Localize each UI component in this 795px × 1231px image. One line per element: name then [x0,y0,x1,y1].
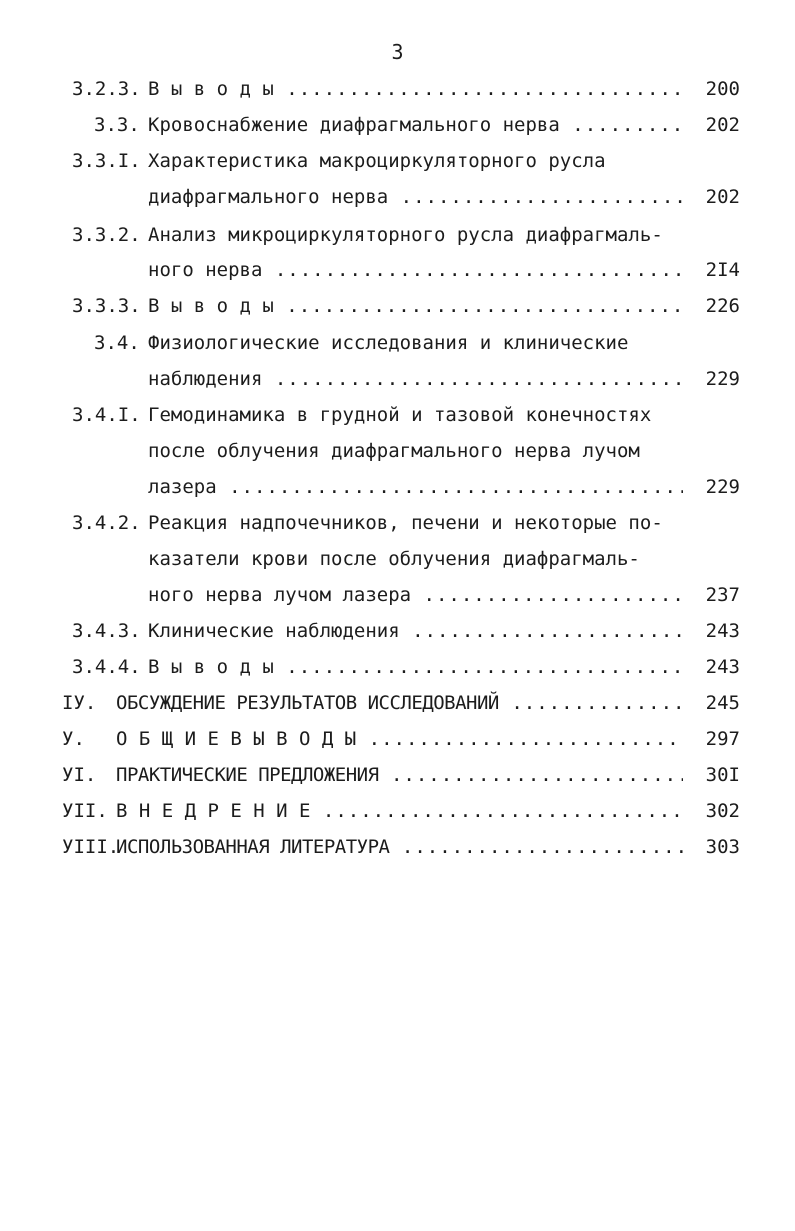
toc-entry [0,402,795,428]
toc-entry-page: 243 [705,620,740,642]
toc-entry-continuation [0,184,795,210]
toc-entry-continuation [0,582,795,608]
toc-entry-title: В Н Е Д Р Е Н И Е ..... [116,798,683,824]
toc-entry [0,762,795,788]
toc-entry-continuation [0,474,795,500]
toc-entry [0,798,795,824]
toc-entry-title: В ы в о д ы ..... [148,293,683,319]
toc-entry [0,330,795,356]
toc-entry-page: 229 [705,368,740,390]
toc-entry-number: 3.2.3. [72,78,141,100]
toc-entry-number: УIII. [62,836,120,858]
toc-entry-title: ИСПОЛЬЗОВАННАЯ ЛИТЕРАТУРА ..... [116,834,683,860]
toc-entry-page: 2I4 [705,259,740,281]
toc-entry-title-line: казатели крови после облучения диафрагмаль- [148,548,640,570]
toc-entry-continuation [0,438,795,464]
toc-entry-page: 30I [705,764,740,786]
toc-entry [0,726,795,752]
toc-entry-title-line: после облучения диафрагмального нерва лучом [148,440,640,462]
toc-entry [0,654,795,680]
toc-entry-page: 245 [705,692,740,714]
toc-entry-page: 202 [705,114,740,136]
toc-entry-number: IУ. [62,692,97,714]
toc-entry-title: В ы в о д ы ..... [148,654,683,680]
toc-entry-page: 229 [705,476,740,498]
toc-entry-page: 243 [705,656,740,678]
toc-entry-number: У. [62,728,85,750]
toc-entry-title-line: лазера ..... [148,474,683,500]
toc-entry [0,148,795,174]
toc-entry-page: 226 [705,295,740,317]
toc-entry-number: 3.3.I. [72,150,141,172]
toc-entry-page: 303 [705,836,740,858]
toc-entry-title: Кровоснабжение диафрагмального нерва ..... [148,112,683,138]
toc-entry-number: 3.4. [94,332,140,354]
toc-entry-title: ОБСУЖДЕНИЕ РЕЗУЛЬТАТОВ ИССЛЕДОВАНИЙ ..... [116,690,683,716]
toc-entry-number: УI. [62,764,97,786]
toc-entry-title: О Б Щ И Е В Ы В О Д Ы ..... [116,726,683,752]
toc-entry-continuation [0,257,795,283]
toc-entry-title: Реакция надпочечников, печени и некоторые по- [148,512,663,534]
toc-entry-title-line: наблюдения ..... [148,366,683,392]
toc-entry-title-line: ного нерва ..... [148,257,683,283]
toc-entry [0,76,795,102]
toc-entry-title: Клинические наблюдения ..... [148,618,683,644]
toc-entry [0,293,795,319]
toc-entry-number: 3.3. [94,114,140,136]
toc-entry-title: В ы в о д ы ..... [148,76,683,102]
toc-entry-page: 200 [705,78,740,100]
toc-entry-title: ПРАКТИЧЕСКИЕ ПРЕДЛОЖЕНИЯ ..... [116,762,683,788]
toc-entry [0,112,795,138]
toc-entry [0,510,795,536]
toc-entry-title: Физиологические исследования и клинические [148,332,629,354]
toc-entry-page: 237 [705,584,740,606]
toc-entry-number: 3.4.3. [72,620,141,642]
toc-entry [0,690,795,716]
toc-entry-title-line: диафрагмального нерва ..... [148,184,683,210]
toc-entry-number: УII. [62,800,108,822]
toc-entry-page: 297 [705,728,740,750]
toc-entry [0,222,795,248]
toc-entry-title: Анализ микроциркуляторного русла диафрагмаль- [148,224,663,246]
toc-entry-page: 302 [705,800,740,822]
toc-entry-continuation [0,366,795,392]
toc-entry-title: Характеристика макроциркуляторного русла [148,150,606,172]
page-number: 3 [391,40,404,64]
toc-entry-number: 3.3.3. [72,295,141,317]
toc-entry-number: 3.4.I. [72,404,141,426]
toc-entry [0,834,795,860]
toc-entry-continuation [0,546,795,572]
toc-entry-page: 202 [705,186,740,208]
toc-entry-title: Гемодинамика в грудной и тазовой конечностях [148,404,652,426]
toc-entry-number: 3.4.4. [72,656,141,678]
toc-entry-number: 3.4.2. [72,512,141,534]
toc-entry-number: 3.3.2. [72,224,141,246]
toc-entry [0,618,795,644]
toc-entry-title-line: ного нерва лучом лазера ..... [148,582,683,608]
